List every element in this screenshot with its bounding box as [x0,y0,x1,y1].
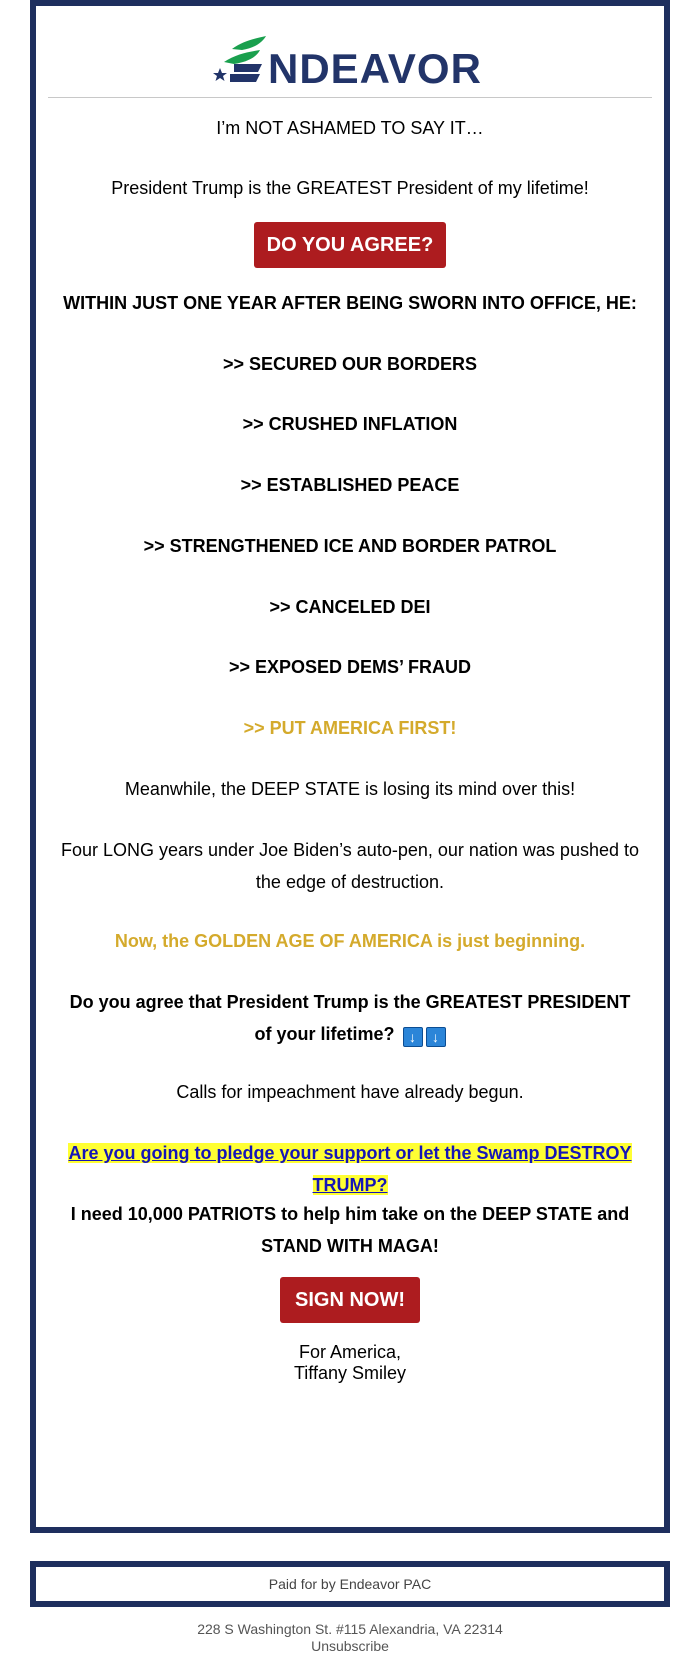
question-line [36,986,664,1050]
impeachment-line: Calls for impeachment have already begun. [176,1082,524,1102]
agree-button[interactable]: DO YOU AGREE? [254,222,446,268]
closing-line: For America, [298,1342,402,1362]
logo-svg [212,34,488,90]
email-frame [30,0,670,1533]
accomplishment-item: >> CANCELED DEI [269,597,431,617]
endeavor-logo[interactable] [36,34,664,90]
sign-now-button[interactable]: SIGN NOW! [280,1277,420,1323]
footer-address: 228 S Washington St. #115 Alexandria, VA 22314 [197,1621,503,1637]
header-divider [48,97,652,98]
deep-state-line: Meanwhile, the DEEP STATE is losing its mind over this! [124,779,576,799]
accomplishment-item: >> ESTABLISHED PEACE [240,475,460,495]
golden-age-line: Now, the GOLDEN AGE OF AMERICA is just beginning. [114,931,586,951]
paid-for-text: Paid for by Endeavor PAC [268,1576,432,1592]
pledge-line [36,1137,664,1201]
pledge-link[interactable]: Are you going to pledge your support or let the Swamp DESTROY TRUMP? [68,1143,632,1195]
biden-line: Four LONG years under Joe Biden’s auto-pen, our nation was pushed to the edge of destruction. [60,840,639,892]
statement-line: President Trump is the GREATEST President of my lifetime! [111,178,589,198]
intro-line: I’m NOT ASHAMED TO SAY IT… [216,118,484,138]
accomplishment-item: >> CRUSHED INFLATION [242,414,458,434]
question-text: Do you agree that President Trump is the GREATEST PRESIDENT of your lifetime? [69,992,631,1044]
paid-for-box [30,1561,670,1607]
logo-e-mark-icon [213,36,266,82]
accomplishment-item: >> EXPOSED DEMS’ FRAUD [228,657,472,677]
signer-name: Tiffany Smiley [293,1363,407,1383]
accomplishment-item: >> STRENGTHENED ICE AND BORDER PATROL [143,536,557,556]
down-arrow-icon: ↓ [403,1027,423,1047]
patriots-line: I need 10,000 PATRIOTS to help him take on the DEEP STATE and STAND WITH MAGA! [70,1204,630,1256]
list-heading: WITHIN JUST ONE YEAR AFTER BEING SWORN INTO OFFICE, HE: [63,293,637,313]
down-arrow-icon: ↓ [426,1027,446,1047]
accomplishment-item: >> SECURED OUR BORDERS [222,354,478,374]
unsubscribe-link[interactable]: Unsubscribe [311,1638,389,1654]
accomplishment-item-highlight: >> PUT AMERICA FIRST! [243,718,457,738]
logo-wordmark: NDEAVOR [268,45,482,90]
